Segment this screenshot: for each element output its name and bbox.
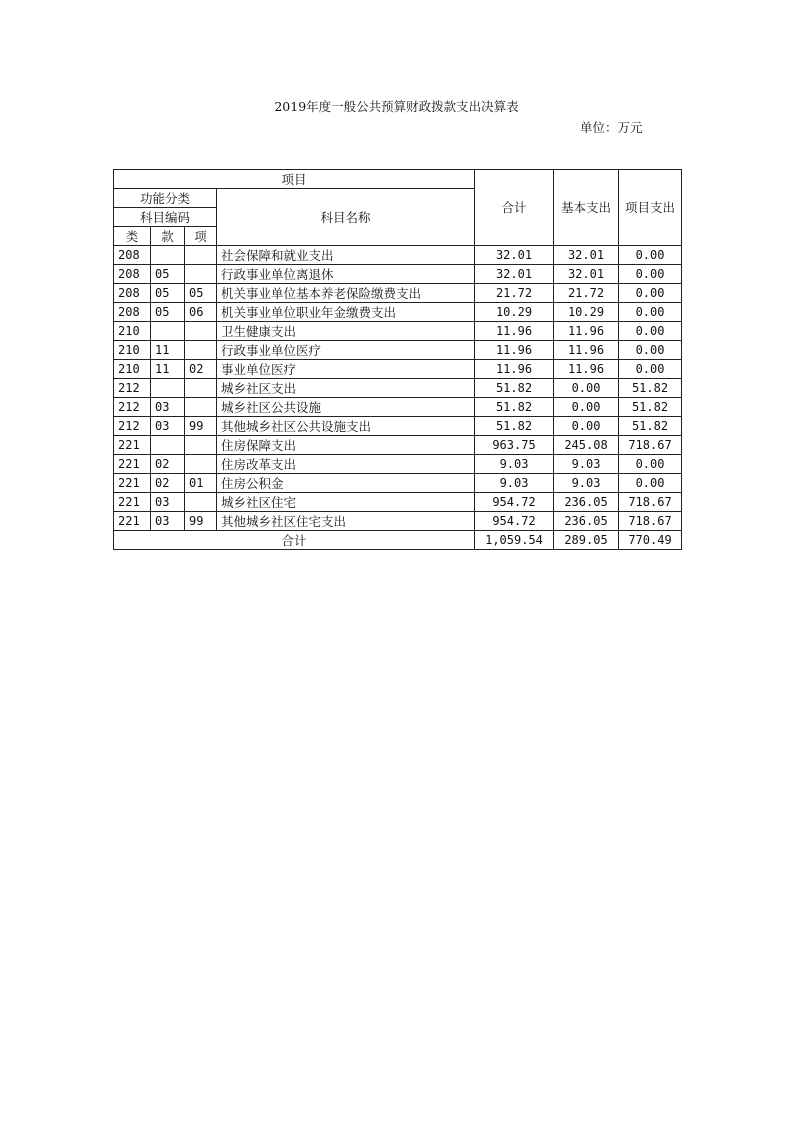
cell-project: 718.67 <box>619 436 682 455</box>
cell-lei: 221 <box>114 474 151 493</box>
cell-lei: 208 <box>114 265 151 284</box>
total-total: 1,059.54 <box>475 531 554 550</box>
cell-kuan <box>151 246 185 265</box>
cell-total: 21.72 <box>475 284 554 303</box>
header-project-expense: 项目支出 <box>619 170 682 246</box>
cell-kuan <box>151 379 185 398</box>
cell-subject-name: 住房公积金 <box>217 474 475 493</box>
cell-subject-name: 行政事业单位离退休 <box>217 265 475 284</box>
cell-total: 9.03 <box>475 455 554 474</box>
cell-basic: 0.00 <box>554 417 619 436</box>
cell-project: 0.00 <box>619 246 682 265</box>
cell-lei: 208 <box>114 284 151 303</box>
cell-kuan: 02 <box>151 455 185 474</box>
header-subject-code: 科目编码 <box>114 208 217 227</box>
cell-basic: 9.03 <box>554 474 619 493</box>
cell-kuan: 02 <box>151 474 185 493</box>
table-row <box>114 303 682 322</box>
header-row-1 <box>114 170 682 189</box>
cell-basic: 32.01 <box>554 246 619 265</box>
cell-project: 51.82 <box>619 379 682 398</box>
cell-total: 11.96 <box>475 322 554 341</box>
unit-label: 单位：万元 <box>580 120 643 135</box>
page-title: 2019年度一般公共预算财政拨款支出决算表 <box>274 99 519 114</box>
table-row <box>114 360 682 379</box>
cell-subject-name: 机关事业单位职业年金缴费支出 <box>217 303 475 322</box>
cell-total: 51.82 <box>475 398 554 417</box>
cell-project: 0.00 <box>619 474 682 493</box>
cell-total: 32.01 <box>475 265 554 284</box>
cell-kuan: 11 <box>151 341 185 360</box>
cell-basic: 0.00 <box>554 398 619 417</box>
cell-basic: 11.96 <box>554 360 619 379</box>
cell-project: 0.00 <box>619 265 682 284</box>
cell-total: 32.01 <box>475 246 554 265</box>
total-project: 770.49 <box>619 531 682 550</box>
cell-project: 0.00 <box>619 455 682 474</box>
cell-lei: 210 <box>114 360 151 379</box>
cell-kuan: 03 <box>151 512 185 531</box>
cell-basic: 10.29 <box>554 303 619 322</box>
cell-xiang <box>185 322 217 341</box>
cell-xiang <box>185 341 217 360</box>
cell-subject-name: 行政事业单位医疗 <box>217 341 475 360</box>
cell-project: 0.00 <box>619 322 682 341</box>
total-label: 合计 <box>114 531 475 550</box>
cell-total: 954.72 <box>475 512 554 531</box>
cell-xiang <box>185 265 217 284</box>
cell-project: 718.67 <box>619 512 682 531</box>
cell-subject-name: 城乡社区支出 <box>217 379 475 398</box>
cell-basic: 245.08 <box>554 436 619 455</box>
table-row <box>114 493 682 512</box>
cell-kuan: 05 <box>151 303 185 322</box>
cell-lei: 210 <box>114 341 151 360</box>
cell-xiang: 01 <box>185 474 217 493</box>
cell-subject-name: 其他城乡社区住宅支出 <box>217 512 475 531</box>
cell-basic: 32.01 <box>554 265 619 284</box>
cell-subject-name: 机关事业单位基本养老保险缴费支出 <box>217 284 475 303</box>
cell-kuan: 05 <box>151 284 185 303</box>
cell-xiang <box>185 436 217 455</box>
cell-project: 718.67 <box>619 493 682 512</box>
cell-total: 51.82 <box>475 417 554 436</box>
table-row <box>114 455 682 474</box>
cell-lei: 212 <box>114 398 151 417</box>
header-project: 项目 <box>114 170 475 189</box>
cell-xiang <box>185 246 217 265</box>
cell-subject-name: 卫生健康支出 <box>217 322 475 341</box>
cell-basic: 11.96 <box>554 341 619 360</box>
cell-total: 11.96 <box>475 341 554 360</box>
header-kuan: 款 <box>151 227 185 246</box>
cell-xiang <box>185 379 217 398</box>
cell-lei: 208 <box>114 303 151 322</box>
cell-project: 51.82 <box>619 398 682 417</box>
table-row <box>114 341 682 360</box>
header-total: 合计 <box>475 170 554 246</box>
cell-lei: 210 <box>114 322 151 341</box>
cell-xiang <box>185 455 217 474</box>
total-row <box>114 531 682 550</box>
cell-kuan: 03 <box>151 398 185 417</box>
cell-subject-name: 住房保障支出 <box>217 436 475 455</box>
cell-basic: 0.00 <box>554 379 619 398</box>
cell-xiang <box>185 493 217 512</box>
cell-project: 51.82 <box>619 417 682 436</box>
cell-kuan <box>151 322 185 341</box>
header-basic: 基本支出 <box>554 170 619 246</box>
cell-lei: 221 <box>114 493 151 512</box>
cell-subject-name: 城乡社区住宅 <box>217 493 475 512</box>
cell-xiang: 05 <box>185 284 217 303</box>
cell-lei: 208 <box>114 246 151 265</box>
cell-subject-name: 其他城乡社区公共设施支出 <box>217 417 475 436</box>
table-row <box>114 417 682 436</box>
table-row <box>114 398 682 417</box>
table-row <box>114 474 682 493</box>
cell-xiang: 99 <box>185 512 217 531</box>
cell-kuan: 05 <box>151 265 185 284</box>
total-basic: 289.05 <box>554 531 619 550</box>
cell-basic: 21.72 <box>554 284 619 303</box>
cell-xiang: 99 <box>185 417 217 436</box>
table-row <box>114 436 682 455</box>
table-row <box>114 322 682 341</box>
cell-total: 9.03 <box>475 474 554 493</box>
cell-total: 10.29 <box>475 303 554 322</box>
cell-project: 0.00 <box>619 360 682 379</box>
cell-basic: 11.96 <box>554 322 619 341</box>
header-xiang: 项 <box>185 227 217 246</box>
table-row <box>114 265 682 284</box>
cell-lei: 221 <box>114 512 151 531</box>
cell-lei: 212 <box>114 379 151 398</box>
cell-kuan <box>151 436 185 455</box>
header-func-class: 功能分类 <box>114 189 217 208</box>
cell-total: 963.75 <box>475 436 554 455</box>
cell-kuan: 11 <box>151 360 185 379</box>
cell-basic: 9.03 <box>554 455 619 474</box>
cell-lei: 221 <box>114 436 151 455</box>
table-row <box>114 284 682 303</box>
cell-kuan: 03 <box>151 417 185 436</box>
cell-lei: 212 <box>114 417 151 436</box>
cell-total: 11.96 <box>475 360 554 379</box>
header-subject-name: 科目名称 <box>217 189 475 246</box>
cell-basic: 236.05 <box>554 512 619 531</box>
header-lei: 类 <box>114 227 151 246</box>
cell-xiang: 02 <box>185 360 217 379</box>
cell-subject-name: 事业单位医疗 <box>217 360 475 379</box>
cell-xiang <box>185 398 217 417</box>
cell-subject-name: 社会保障和就业支出 <box>217 246 475 265</box>
budget-table <box>113 169 682 550</box>
cell-subject-name: 城乡社区公共设施 <box>217 398 475 417</box>
table-row <box>114 379 682 398</box>
cell-total: 954.72 <box>475 493 554 512</box>
cell-kuan: 03 <box>151 493 185 512</box>
cell-total: 51.82 <box>475 379 554 398</box>
cell-basic: 236.05 <box>554 493 619 512</box>
cell-subject-name: 住房改革支出 <box>217 455 475 474</box>
table-row <box>114 512 682 531</box>
cell-project: 0.00 <box>619 303 682 322</box>
cell-lei: 221 <box>114 455 151 474</box>
cell-project: 0.00 <box>619 341 682 360</box>
cell-xiang: 06 <box>185 303 217 322</box>
table-row <box>114 246 682 265</box>
cell-project: 0.00 <box>619 284 682 303</box>
